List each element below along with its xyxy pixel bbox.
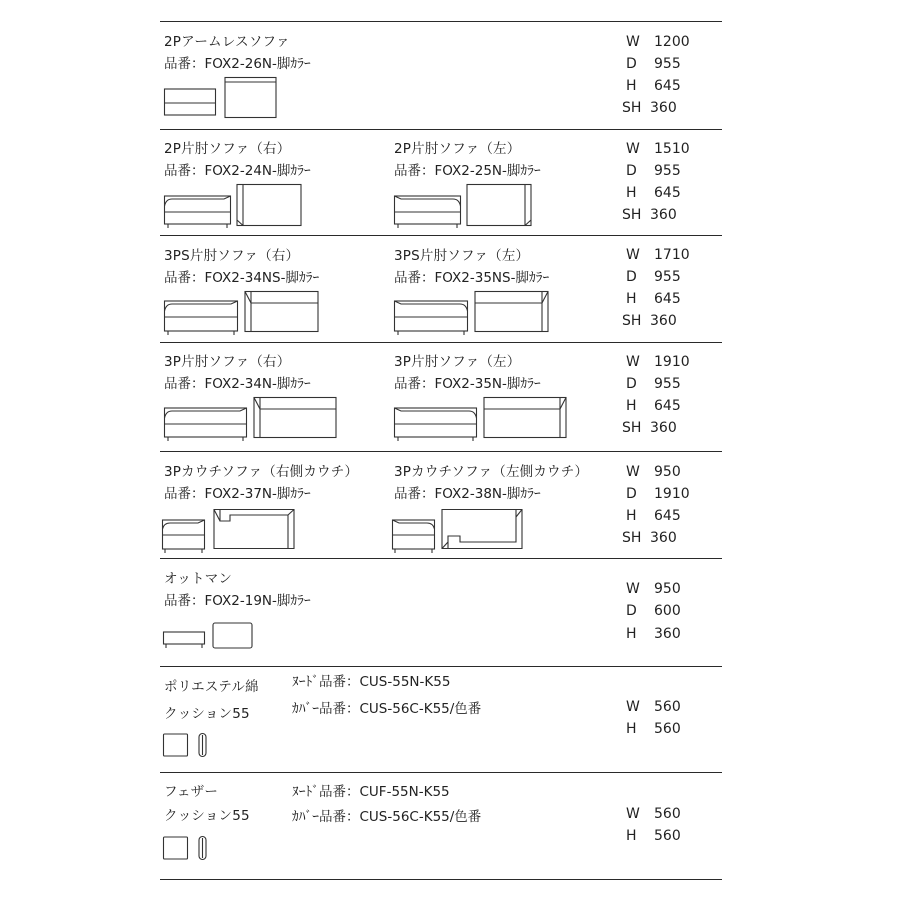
- divider: [160, 558, 722, 559]
- sofa-drawing-3p-left: [394, 397, 574, 442]
- dim-value: 645: [654, 78, 681, 94]
- product-code: 品番：FOX2-19N-脚ｶﾗｰ: [164, 593, 311, 609]
- product-name: 3Pカウチソファ（右側カウチ）: [164, 464, 359, 480]
- product-spec-catalog: [160, 0, 722, 900]
- sofa-drawing-3p-right: [164, 397, 344, 442]
- dim-value: 950: [654, 464, 681, 480]
- divider: [160, 772, 722, 773]
- dim-value: 1910: [654, 354, 690, 370]
- dim-label: D: [626, 163, 637, 179]
- dim-label: D: [626, 269, 637, 285]
- dim-label: W: [626, 699, 640, 715]
- dim-value: 1510: [654, 141, 690, 157]
- cover-code: ｶﾊﾞｰ品番：CUS-56C-K55/色番: [292, 701, 482, 717]
- product-code: 品番：FOX2-26N-脚ｶﾗｰ: [164, 56, 311, 72]
- dim-label: H: [626, 78, 637, 94]
- dim-label: W: [626, 581, 640, 597]
- divider: [160, 235, 722, 236]
- dim-label: H: [626, 626, 637, 642]
- dim-value: 1710: [654, 247, 690, 263]
- dim-label: D: [626, 376, 637, 392]
- dim-label: SH: [622, 100, 642, 116]
- dim-value: 1910: [654, 486, 690, 502]
- dim-value: 560: [654, 699, 681, 715]
- product-code: 品番：FOX2-25N-脚ｶﾗｰ: [394, 163, 541, 179]
- sofa-drawing-3ps-left: [394, 291, 554, 336]
- sofa-drawing-3ps-right: [164, 291, 324, 336]
- dim-label: H: [626, 291, 637, 307]
- dim-label: W: [626, 141, 640, 157]
- product-name: 2P片肘ソファ（左）: [394, 141, 521, 157]
- dim-value: 560: [654, 806, 681, 822]
- product-name-line2: クッション55: [164, 706, 250, 722]
- dim-value: 955: [654, 56, 681, 72]
- cushion-drawing: [163, 733, 223, 761]
- dim-value: 560: [654, 721, 681, 737]
- dim-label: SH: [622, 313, 642, 329]
- product-name: 3P片肘ソファ（右）: [164, 354, 291, 370]
- product-name: 2Pアームレスソファ: [164, 34, 290, 50]
- product-code: 品番：FOX2-35NS-脚ｶﾗｰ: [394, 270, 550, 286]
- divider: [160, 21, 722, 22]
- product-name-line1: フェザー: [164, 784, 219, 800]
- dim-value: 360: [650, 313, 677, 329]
- dim-value: 1200: [654, 34, 690, 50]
- dim-label: W: [626, 806, 640, 822]
- dim-value: 360: [650, 420, 677, 436]
- dim-label: H: [626, 185, 637, 201]
- dim-value: 360: [654, 626, 681, 642]
- sofa-drawing-2p-right: [164, 184, 304, 229]
- dim-value: 560: [654, 828, 681, 844]
- dim-value: 645: [654, 508, 681, 524]
- dim-value: 360: [650, 530, 677, 546]
- product-name: 3P片肘ソファ（左）: [394, 354, 521, 370]
- divider: [160, 666, 722, 667]
- dim-label: W: [626, 34, 640, 50]
- product-name-line2: クッション55: [164, 808, 250, 824]
- product-name: オットマン: [164, 571, 233, 587]
- dim-label: SH: [622, 207, 642, 223]
- product-name: 3Pカウチソファ（左側カウチ）: [394, 464, 589, 480]
- product-code: 品番：FOX2-38N-脚ｶﾗｰ: [394, 486, 541, 502]
- product-name: 3PS片肘ソファ（右）: [164, 248, 300, 264]
- product-code: 品番：FOX2-34N-脚ｶﾗｰ: [164, 376, 311, 392]
- sofa-drawing-2p-left: [394, 184, 534, 229]
- dim-value: 645: [654, 291, 681, 307]
- product-code: 品番：FOX2-37N-脚ｶﾗｰ: [164, 486, 311, 502]
- dim-label: H: [626, 398, 637, 414]
- dim-value: 360: [650, 100, 677, 116]
- dim-value: 950: [654, 581, 681, 597]
- dim-label: W: [626, 464, 640, 480]
- divider: [160, 451, 722, 452]
- product-code: 品番：FOX2-24N-脚ｶﾗｰ: [164, 163, 311, 179]
- divider: [160, 129, 722, 130]
- dim-label: D: [626, 56, 637, 72]
- dim-value: 645: [654, 185, 681, 201]
- product-name: 2P片肘ソファ（右）: [164, 141, 291, 157]
- dim-label: D: [626, 603, 637, 619]
- dim-label: W: [626, 247, 640, 263]
- dim-label: SH: [622, 420, 642, 436]
- cover-code: ｶﾊﾞｰ品番：CUS-56C-K55/色番: [292, 809, 482, 825]
- product-name-line1: ポリエステル綿: [164, 679, 259, 695]
- dim-label: D: [626, 486, 637, 502]
- product-code: 品番：FOX2-34NS-脚ｶﾗｰ: [164, 270, 320, 286]
- divider: [160, 342, 722, 343]
- dim-value: 955: [654, 163, 681, 179]
- dim-label: H: [626, 828, 637, 844]
- dim-value: 600: [654, 603, 681, 619]
- divider: [160, 879, 722, 880]
- nude-code: ﾇｰﾄﾞ品番：CUF-55N-K55: [292, 784, 450, 800]
- product-code: 品番：FOX2-35N-脚ｶﾗｰ: [394, 376, 541, 392]
- dim-label: H: [626, 721, 637, 737]
- dim-value: 955: [654, 376, 681, 392]
- nude-code: ﾇｰﾄﾞ品番：CUS-55N-K55: [292, 674, 451, 690]
- product-name: 3PS片肘ソファ（左）: [394, 248, 530, 264]
- sofa-drawing-couch-right: [162, 509, 302, 554]
- dim-label: SH: [622, 530, 642, 546]
- dim-label: H: [626, 508, 637, 524]
- dim-value: 955: [654, 269, 681, 285]
- dim-value: 360: [650, 207, 677, 223]
- sofa-drawing-couch-left: [392, 509, 532, 554]
- sofa-drawing-2p-armless: [164, 77, 284, 121]
- dim-label: W: [626, 354, 640, 370]
- dim-value: 645: [654, 398, 681, 414]
- cushion-drawing: [163, 836, 223, 864]
- ottoman-drawing: [163, 622, 263, 652]
